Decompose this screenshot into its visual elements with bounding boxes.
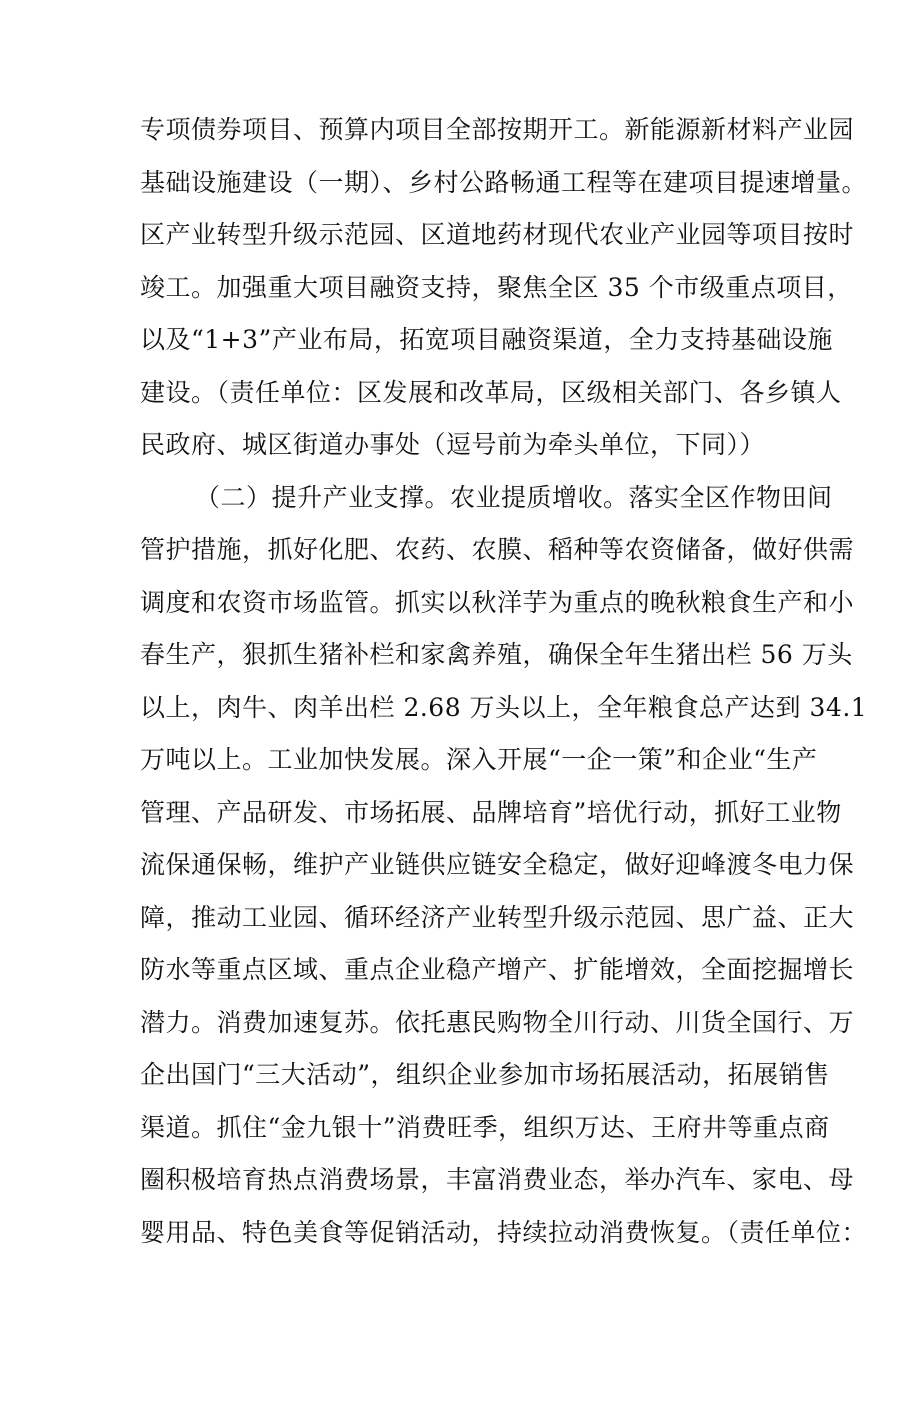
paragraph-industry-support [140, 472, 868, 1417]
text-line: 以上，肉牛、肉羊出栏 2.68 万头以上，全年粮食总产达到 34.1 [140, 692, 868, 722]
text-line: 渠道。抓住“金九银十”消费旺季，组织万达、王府井等重点商 [140, 1112, 830, 1142]
text-line: 调度和农资市场监管。抓实以秋洋芋为重点的晚秋粮食生产和小 [140, 587, 855, 617]
paragraph-project-construction [140, 104, 868, 472]
text-line: 流保通保畅，维护产业链供应链安全稳定，做好迎峰渡冬电力保 [140, 850, 855, 879]
text-line [140, 1364, 790, 1417]
text-line [140, 1312, 790, 1365]
text-line: 障，推动工业园、循环经济产业转型升级示范园、思广益、正大 [140, 902, 855, 932]
text-line: 以及“1+3”产业布局，拓宽项目融资渠道，全力支持基础设施 [140, 325, 833, 354]
text-line: 潜力。消费加速复苏。依托惠民购物全川行动、川货全国行、万 [140, 1007, 855, 1037]
body-text [140, 104, 868, 1417]
text-line: 基础设施建设（一期）、乡村公路畅通工程等在建项目提速增量。 [140, 167, 868, 197]
text-line: 民政府、城区街道办事处（逗号前为牵头单位，下同）） [140, 430, 766, 459]
text-line: 圈积极培育热点消费场景，丰富消费业态，举办汽车、家电、母 [140, 1165, 855, 1194]
text-line: 防水等重点区域、重点企业稳产增产、扩能增效，全面挖掘增长 [140, 955, 855, 984]
text-line: 竣工。加强重大项目融资支持，聚焦全区 35 个市级重点项目， [140, 272, 853, 302]
text-line: 春生产，狠抓生猪补栏和家禽养殖，确保全年生猪出栏 56 万头 [140, 640, 853, 669]
text-line: 管理、产品研发、市场拓展、品牌培育”培优行动，抓好工业物 [140, 797, 842, 827]
text-line: 建设。（责任单位：区发展和改革局，区级相关部门、各乡镇人 [140, 377, 842, 407]
text-line: 管护措施，抓好化肥、农药、农膜、稻种等农资储备，做好供需 [140, 535, 855, 564]
text-line: 婴用品、特色美食等促销活动，持续拉动消费恢复。（责任单位： [140, 1217, 868, 1247]
text-line: 区产业转型升级示范园、区道地药材现代农业产业园等项目按时 [140, 220, 855, 249]
text-line [140, 1259, 790, 1312]
text-line: （二）提升产业支撑。农业提质增收。落实全区作物田间 [195, 482, 833, 512]
text-line: 专项债券项目、预算内项目全部按期开工。新能源新材料产业园 [140, 115, 855, 144]
text-line: 万吨以上。工业加快发展。深入开展“一企一策”和企业“生产 [140, 745, 818, 774]
text-line: 企出国门“三大活动”，组织企业参加市场拓展活动，拓展销售 [140, 1060, 830, 1089]
